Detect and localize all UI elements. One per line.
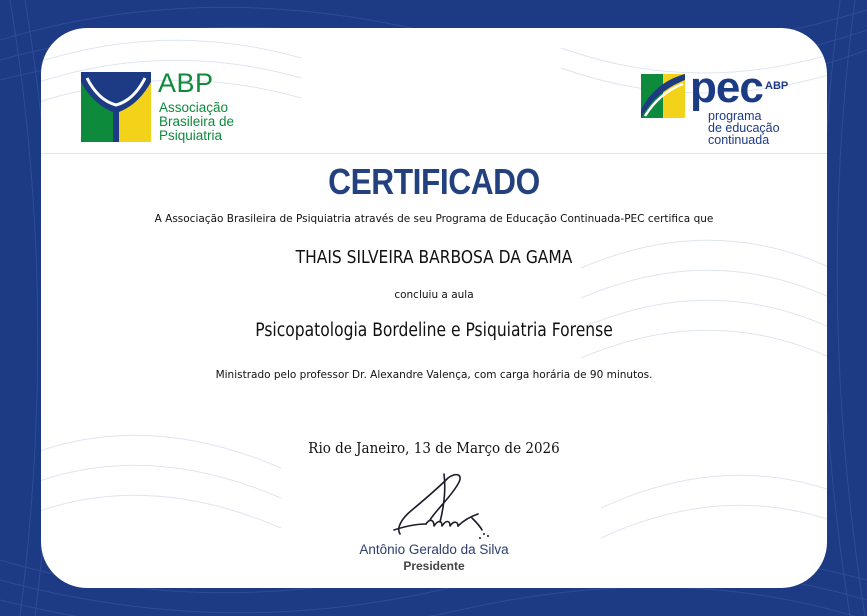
- abp-name-line-3: Psiquiatria: [159, 128, 223, 143]
- pec-logo-icon: [641, 74, 685, 118]
- place-date: Rio de Janeiro, 13 de Março de 2026: [308, 439, 560, 457]
- abp-acronym: ABP: [158, 68, 214, 98]
- certificate-intro: A Associação Brasileira de Psiquiatria através de seu Programa de Educação Continuada-PEC certifica que: [154, 213, 714, 225]
- header-divider: [41, 153, 827, 154]
- pec-abp-badge: ABP: [765, 80, 789, 92]
- certificate-title: CERTIFICADO: [328, 161, 540, 202]
- abp-name-line-2: Brasileira de: [159, 114, 235, 129]
- taught-by-text: Ministrado pelo professor Dr. Alexandre Valença, com carga horária de 90 minutos.: [215, 369, 653, 381]
- course-title: Psicopatologia Bordeline e Psiquiatria Forense: [255, 320, 613, 341]
- signatory-role: Presidente: [403, 559, 465, 573]
- pec-line-3: continuada: [708, 133, 770, 147]
- abp-logo-icon: [81, 72, 151, 142]
- pec-acronym: pec: [690, 63, 763, 112]
- abp-name-line-1: Associação: [159, 100, 229, 115]
- pec-line-2: de educação: [708, 121, 780, 135]
- pec-line-1: programa: [708, 109, 762, 123]
- recipient-name: THAIS SILVEIRA BARBOSA DA GAMA: [295, 247, 573, 268]
- handwritten-signature: [386, 470, 496, 542]
- certificate-card: [41, 28, 827, 588]
- signatory-name: Antônio Geraldo da Silva: [359, 542, 509, 557]
- concluded-text: concluiu a aula: [394, 289, 474, 301]
